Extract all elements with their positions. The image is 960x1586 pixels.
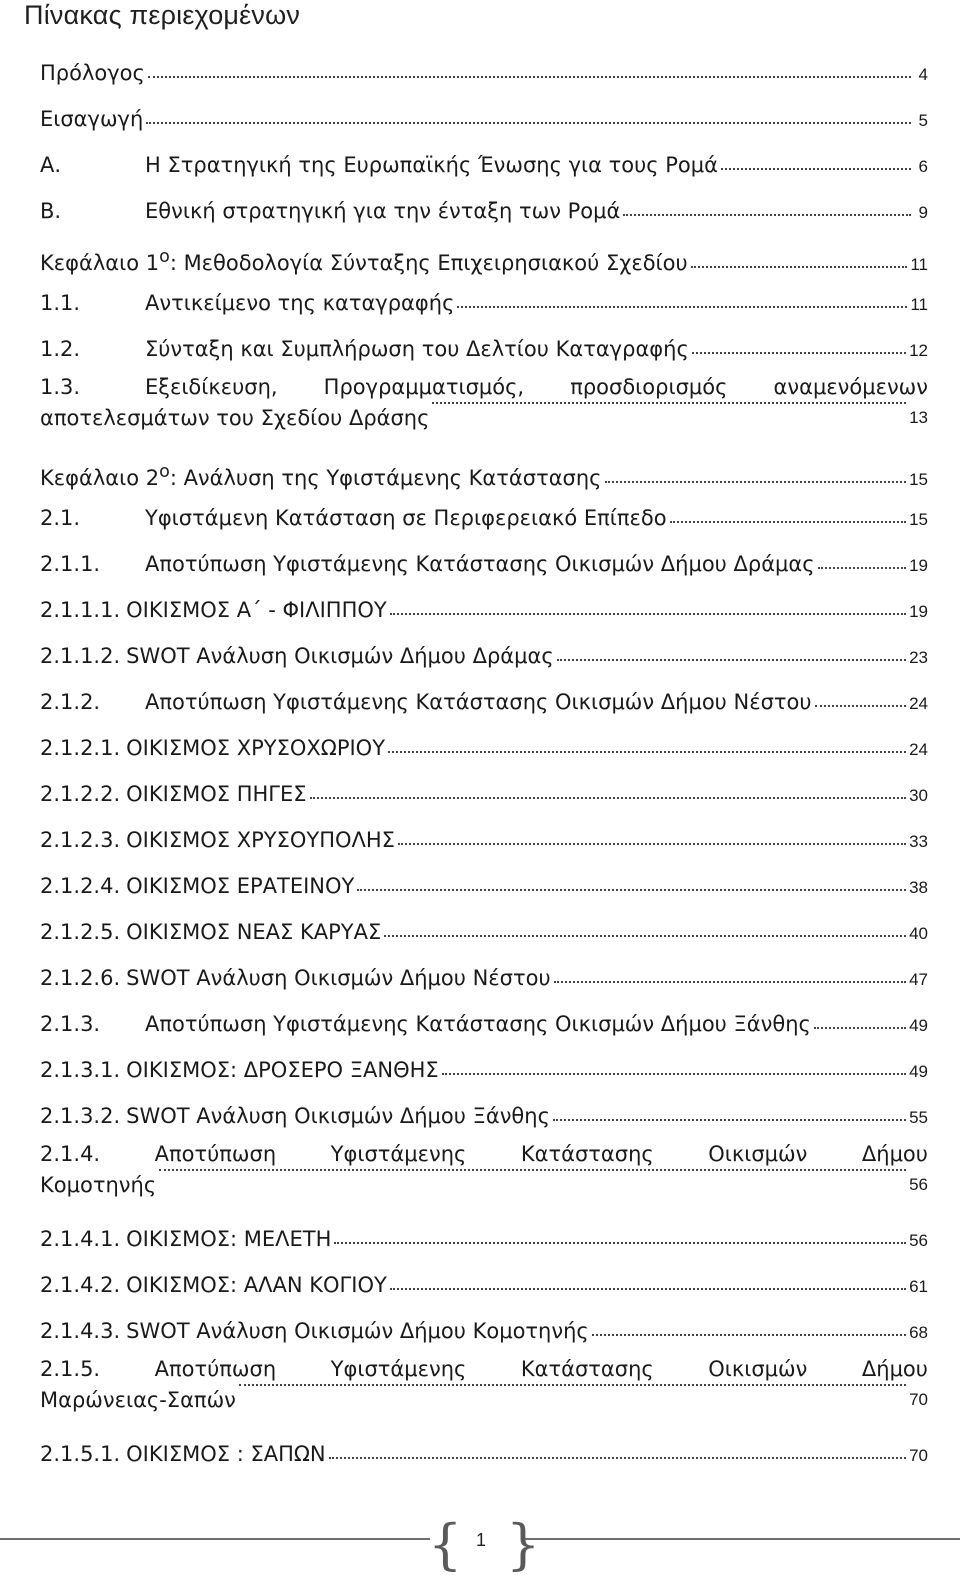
toc-entry-title: Αποτύπωση Υφιστάμενης Κατάστασης Οικισμών Δήμου Ξάνθης	[145, 1012, 811, 1036]
toc-entry-number	[40, 863, 120, 909]
toc-page-number: 61	[909, 1277, 928, 1296]
dot-leader	[159, 1168, 906, 1171]
toc-entry[interactable]	[40, 679, 928, 725]
toc-entry-number: 1.3.	[40, 375, 81, 399]
toc-entry[interactable]	[40, 326, 928, 372]
toc-entry-title: ΟΙΚΙΣΜΟΣ ΧΡΥΣΟΧΩΡΙΟΥ	[126, 736, 386, 760]
dot-leader	[457, 305, 907, 308]
table-of-contents	[40, 50, 928, 1477]
toc-entry-title: ΟΙΚΙΣΜΟΣ ΧΡΥΣΟΥΠΟΛΗΣ	[126, 828, 395, 852]
toc-entry-number-text: 2.1.3.2.	[40, 1104, 121, 1128]
toc-entry[interactable]	[40, 1262, 928, 1308]
toc-entry-title-cont: Μαρώνειας-Σαπών	[40, 1388, 236, 1412]
toc-entry[interactable]	[40, 1216, 928, 1262]
toc-entry-line	[40, 1093, 928, 1139]
toc-entry-word: Κατάστασης	[520, 1142, 654, 1166]
toc-entry-title: Εισαγωγή	[40, 107, 144, 131]
toc-entry-line	[40, 1216, 928, 1262]
toc-entry-number-text: 1.2.	[40, 337, 81, 361]
toc-entry-number	[40, 679, 145, 725]
dot-leader	[554, 980, 906, 983]
toc-entry-number	[40, 495, 145, 541]
toc-page-number: 24	[909, 740, 928, 759]
toc-page-number: 19	[909, 556, 928, 575]
toc-entry-title-cont: αποτελεσμάτων του Σχεδίου Δράσης	[40, 406, 430, 430]
toc-page-number: 13	[909, 408, 928, 427]
toc-entry-line	[40, 587, 928, 633]
toc-page-number: 12	[909, 341, 928, 360]
toc-entry-title: ΟΙΚΙΣΜΟΣ : ΣΑΠΩΝ	[126, 1442, 326, 1466]
toc-entry-number-text: 2.1.4.1.	[40, 1227, 121, 1251]
toc-entry-number	[40, 587, 120, 633]
toc-entry-number-text: 2.1.2.5.	[40, 920, 121, 944]
dot-leader	[357, 888, 906, 891]
toc-entry-number-text: 2.1.1.	[40, 552, 101, 576]
toc-entry[interactable]	[40, 1139, 928, 1216]
toc-entry-title: Πρόλογος	[40, 61, 145, 85]
toc-page-number: 30	[909, 786, 928, 805]
toc-entry[interactable]	[40, 1093, 928, 1139]
right-brace-ornament: }	[506, 1513, 541, 1576]
toc-page-number: 15	[909, 510, 928, 529]
toc-page-number: 38	[909, 878, 928, 897]
toc-entry[interactable]	[40, 280, 928, 326]
toc-entry-line	[40, 817, 928, 863]
toc-entry-title: ΟΙΚΙΣΜΟΣ ΠΗΓΕΣ	[126, 782, 307, 806]
toc-entry-number-text: 2.1.4.2.	[40, 1273, 121, 1297]
toc-entry[interactable]	[40, 372, 928, 449]
dot-leader	[388, 750, 906, 753]
toc-entry-line	[40, 1262, 928, 1308]
toc-entry[interactable]	[40, 587, 928, 633]
toc-entry-number	[40, 955, 120, 1001]
dot-leader	[721, 167, 911, 170]
toc-entry-number	[40, 1001, 145, 1047]
toc-entry-number-text: Β.	[40, 199, 62, 223]
toc-entry[interactable]	[40, 955, 928, 1001]
toc-entry-number	[40, 1093, 120, 1139]
dot-leader	[334, 1241, 906, 1244]
toc-entry-title: Εθνική στρατηγική για την ένταξη των Ρομά	[145, 199, 621, 223]
dot-leader	[390, 1287, 906, 1290]
dot-leader	[557, 658, 906, 661]
dot-leader	[815, 704, 907, 707]
toc-entry-number-text: 2.1.1.2.	[40, 644, 121, 668]
toc-entry-title: Εξειδίκευση, Προγραμματισμός, προσδιορισμός αναμενόμενων	[145, 375, 928, 399]
toc-entry-number-text: 2.1.4.3.	[40, 1319, 121, 1343]
toc-entry-title: ΟΙΚΙΣΜΟΣ: ΔΡΟΣΕΡΟ ΞΑΝΘΗΣ	[126, 1058, 439, 1082]
toc-entry-word: Οικισμών	[708, 1142, 808, 1166]
toc-page-number: 55	[909, 1108, 928, 1127]
toc-entry-number	[40, 725, 120, 771]
toc-page-number: 6	[918, 157, 928, 176]
toc-entry-line	[40, 725, 928, 771]
toc-entry[interactable]	[40, 449, 928, 495]
toc-entry-number	[40, 280, 145, 326]
toc-page-number: 49	[909, 1016, 928, 1035]
toc-entry-line	[40, 1139, 928, 1170]
toc-entry-word: Δήμου	[861, 1357, 928, 1381]
toc-entry-title: Αποτύπωση Υφιστάμενης Κατάστασης Οικισμών Δήμου Δράμας	[145, 552, 815, 576]
toc-entry-number-text: 2.1.1.1.	[40, 598, 121, 622]
dot-leader	[592, 1333, 906, 1336]
toc-entry-title: Υφιστάμενη Κατάσταση σε Περιφερειακό Επίπεδο	[145, 506, 667, 530]
toc-entry[interactable]	[40, 188, 928, 234]
toc-entry-line	[40, 1354, 928, 1385]
toc-entry-number-text: 2.1.3.1.	[40, 1058, 121, 1082]
toc-entry[interactable]	[40, 142, 928, 188]
toc-entry[interactable]	[40, 633, 928, 679]
toc-page-number: 68	[909, 1323, 928, 1342]
toc-page-number: 56	[909, 1175, 928, 1194]
toc-entry[interactable]	[40, 863, 928, 909]
toc-entry-number	[40, 909, 120, 955]
toc-entry[interactable]	[40, 817, 928, 863]
toc-entry-title: : Μεθοδολογία Σύνταξης Επιχειρησιακού Σχεδίου	[169, 251, 688, 275]
toc-entry[interactable]	[40, 50, 928, 96]
toc-page-number: 49	[909, 1062, 928, 1081]
dot-leader	[605, 480, 907, 483]
toc-entry-number: 2.1.5.	[40, 1357, 101, 1381]
dot-leader	[398, 842, 906, 845]
toc-entry-line	[40, 142, 928, 188]
toc-entry-number	[40, 633, 120, 679]
footer-rule-right	[523, 1538, 960, 1540]
dot-leader	[310, 796, 907, 799]
toc-entry-number-text: Α.	[40, 153, 62, 177]
toc-entry-number-text: 2.1.3.	[40, 1012, 101, 1036]
toc-entry-line	[40, 771, 928, 817]
toc-entry-line	[40, 1001, 928, 1047]
toc-page-number: 15	[909, 470, 928, 489]
dot-leader	[329, 1456, 906, 1459]
toc-page-number: 4	[918, 65, 928, 84]
toc-entry-number	[40, 188, 145, 234]
toc-entry-number	[40, 1431, 120, 1477]
toc-entry-title: ΟΙΚΙΣΜΟΣ: ΑΛΑΝ ΚΟΓΙΟΥ	[126, 1273, 387, 1297]
dot-leader	[553, 1118, 906, 1121]
dot-leader	[390, 612, 906, 615]
toc-page-number: 47	[909, 970, 928, 989]
toc-page-number: 23	[909, 648, 928, 667]
toc-entry-line	[40, 909, 928, 955]
toc-entry[interactable]	[40, 1431, 928, 1477]
toc-entry-number	[40, 817, 120, 863]
toc-entry-line	[40, 633, 928, 679]
toc-entry-line	[40, 541, 928, 587]
toc-entry-line	[40, 495, 928, 541]
toc-entry-line	[40, 863, 928, 909]
dot-leader	[239, 1383, 906, 1386]
toc-entry-number	[40, 1047, 120, 1093]
dot-leader	[814, 1026, 906, 1029]
toc-entry-line	[40, 1170, 928, 1216]
toc-entry-line	[40, 679, 928, 725]
toc-entry-line	[40, 234, 928, 280]
left-brace-ornament: {	[428, 1513, 463, 1576]
toc-page-number: 40	[909, 924, 928, 943]
toc-entry-number-text: 2.1.2.4.	[40, 874, 121, 898]
dot-leader	[670, 520, 907, 523]
toc-entry-number-text: 2.1.2.6.	[40, 966, 121, 990]
dot-leader	[818, 566, 906, 569]
toc-page-number: 11	[910, 255, 928, 274]
toc-entry-number	[40, 234, 170, 286]
toc-entry-line	[40, 50, 928, 96]
toc-entry-line	[40, 1385, 928, 1431]
toc-entry-number-text: 2.1.2.2.	[40, 782, 121, 806]
toc-entry-title: ΟΙΚΙΣΜΟΣ Α΄ - ΦΙΛΙΠΠΟΥ	[126, 598, 387, 622]
toc-entry-number-text: Κεφάλαιο 2	[40, 466, 160, 490]
toc-entry-title: : Ανάλυση της Υφιστάμενης Κατάστασης	[169, 466, 602, 490]
toc-entry-word: Δήμου	[861, 1142, 928, 1166]
toc-entry-line	[40, 372, 928, 403]
toc-entry[interactable]	[40, 541, 928, 587]
toc-entry-number-text: 2.1.5.1.	[40, 1442, 121, 1466]
ordinal-superscript: ο	[159, 247, 170, 267]
dot-leader	[623, 213, 911, 216]
dot-leader	[432, 401, 906, 404]
toc-entry-number-text: 2.1.2.3.	[40, 828, 121, 852]
toc-page-number: 33	[909, 832, 928, 851]
toc-entry-line	[40, 1308, 928, 1354]
toc-entry-line	[40, 326, 928, 372]
toc-entry[interactable]	[40, 771, 928, 817]
toc-page-number: 70	[909, 1446, 928, 1465]
toc-entry-line	[40, 280, 928, 326]
toc-entry-line	[40, 1047, 928, 1093]
toc-entry-number-text: Κεφάλαιο 1	[40, 251, 160, 275]
dot-leader	[384, 934, 906, 937]
toc-entry[interactable]	[40, 1354, 928, 1431]
toc-entry-title: Η Στρατηγική της Ευρωπαϊκής Ένωσης για τους Ρομά	[145, 153, 718, 177]
toc-entry-title: ΟΙΚΙΣΜΟΣ ΕΡΑΤΕΙΝΟΥ	[126, 874, 355, 898]
page-title: Πίνακας περιεχομένων	[24, 0, 301, 30]
toc-entry-line	[40, 449, 928, 495]
toc-entry-number	[40, 142, 145, 188]
toc-entry-number-text: 2.1.	[40, 506, 81, 530]
toc-page-number: 11	[910, 295, 928, 314]
toc-entry-number	[40, 449, 170, 501]
toc-entry[interactable]	[40, 1047, 928, 1093]
toc-entry[interactable]	[40, 725, 928, 771]
toc-entry-line	[40, 1431, 928, 1477]
toc-entry-line	[40, 96, 928, 142]
toc-entry-number	[40, 1216, 120, 1262]
toc-page-number: 5	[918, 111, 928, 130]
toc-entry-word: Οικισμών	[708, 1357, 808, 1381]
toc-entry[interactable]	[40, 234, 928, 280]
dot-leader	[692, 351, 906, 354]
toc-entry-title: SWOT Ανάλυση Οικισμών Δήμου Δράμας	[126, 644, 554, 668]
toc-entry-title: Αντικείμενο της καταγραφής	[145, 291, 455, 315]
ordinal-superscript: ο	[159, 462, 170, 482]
toc-entry-word: Κατάστασης	[520, 1357, 654, 1381]
toc-entry-number	[40, 541, 145, 587]
toc-entry-number	[40, 1308, 120, 1354]
page-footer	[0, 1513, 960, 1576]
toc-entry-title: Αποτύπωση Υφιστάμενης Κατάστασης Οικισμών Δήμου Νέστου	[145, 690, 812, 714]
toc-page-number: 9	[918, 203, 928, 222]
toc-entry-number	[40, 771, 120, 817]
toc-entry[interactable]	[40, 909, 928, 955]
toc-entry-number-text: 1.1.	[40, 291, 81, 315]
dot-leader	[148, 75, 911, 78]
toc-entry-title: ΟΙΚΙΣΜΟΣ: ΜΕΛΕΤΗ	[126, 1227, 332, 1251]
dot-leader	[146, 121, 911, 124]
dot-leader	[442, 1072, 906, 1075]
toc-entry-line	[40, 403, 928, 449]
toc-page-number: 19	[909, 602, 928, 621]
toc-entry[interactable]	[40, 96, 928, 142]
toc-entry[interactable]	[40, 1001, 928, 1047]
toc-page-number: 56	[909, 1231, 928, 1250]
toc-entry-number-text: 2.1.2.	[40, 690, 101, 714]
toc-entry-number: 2.1.4.	[40, 1142, 101, 1166]
toc-entry-title: SWOT Ανάλυση Οικισμών Δήμου Κομοτηνής	[126, 1319, 589, 1343]
toc-page-number: 70	[909, 1390, 928, 1409]
toc-entry[interactable]	[40, 495, 928, 541]
toc-entry-word: Υφιστάμενης	[330, 1142, 467, 1166]
toc-entry-number-text: 2.1.2.1.	[40, 736, 121, 760]
toc-page-number: 24	[909, 694, 928, 713]
toc-entry-line	[40, 955, 928, 1001]
toc-entry[interactable]	[40, 1308, 928, 1354]
page-number: 1	[475, 1530, 486, 1550]
toc-entry-title: SWOT Ανάλυση Οικισμών Δήμου Ξάνθης	[126, 1104, 550, 1128]
toc-entry-title: Σύνταξη και Συμπλήρωση του Δελτίου Καταγραφής	[145, 337, 689, 361]
toc-entry-title: SWOT Ανάλυση Οικισμών Δήμου Νέστου	[126, 966, 551, 990]
toc-entry-number	[40, 326, 145, 372]
toc-entry-line	[40, 188, 928, 234]
toc-entry-word: Υφιστάμενης	[330, 1357, 467, 1381]
toc-entry-title-cont: Κομοτηνής	[40, 1173, 157, 1197]
footer-rule-left	[0, 1538, 430, 1540]
toc-entry-number	[40, 1262, 120, 1308]
toc-entry-word: Αποτύπωση	[154, 1357, 277, 1381]
dot-leader	[691, 265, 908, 268]
toc-entry-title: ΟΙΚΙΣΜΟΣ ΝΕΑΣ ΚΑΡΥΑΣ	[126, 920, 382, 944]
toc-entry-word: Αποτύπωση	[154, 1142, 277, 1166]
